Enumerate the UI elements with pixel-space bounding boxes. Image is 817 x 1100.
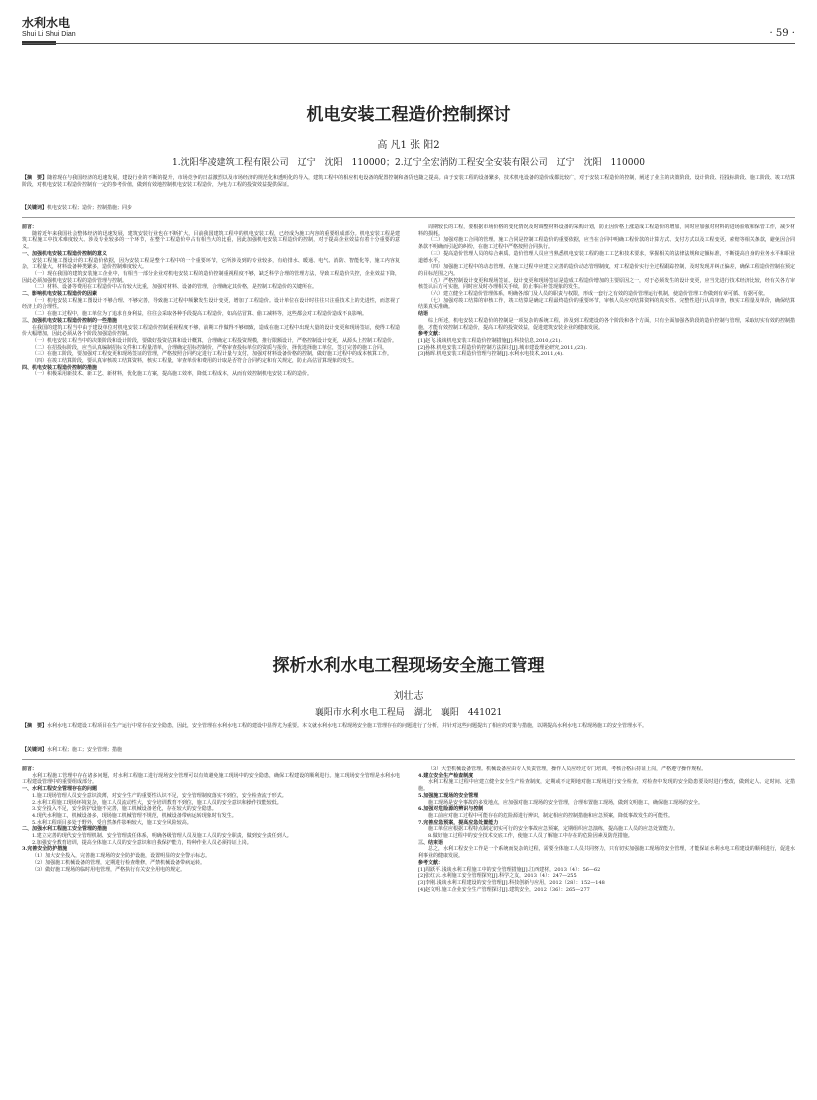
body-paragraph: 施工现场是安全事故的多发地点，应加强对施工现场的安全管理，合理布置施工现场，做到文明施工，确保施工现场的安全。	[428, 799, 704, 806]
section-heading: 7.完善应急预案，提高应急处置能力	[418, 819, 499, 826]
body-paragraph: 安装工程施工图设计的工程造价依据，因为安装工程是整个工程中的一个重要环节，它所涉及到的专业较多，有给排水、暖通、电气、消防、智能化等，施工内容复杂，工程量大，材料设备种类繁多，造价控制难度较大。	[22, 257, 400, 271]
section-heading: 结语	[418, 311, 429, 318]
article2-title: 探析水利水电工程现场安全施工管理	[272, 656, 545, 676]
section-heading: 四、机电安装工程造价控制的措施	[22, 364, 98, 371]
journal-name-pinyin: Shui Li Shui Dian	[22, 31, 76, 38]
section-heading: 3.完善安全防护措施	[22, 846, 68, 853]
article1-abstract	[22, 175, 795, 190]
section-heading: 三、加强机电安装工程造价控制的一些措施	[22, 317, 118, 324]
article1-left-column	[22, 224, 400, 644]
section-heading: 一、水利工程安全管理存在的问题	[22, 786, 98, 793]
page-number: · 59 ·	[769, 28, 795, 39]
body-paragraph: （二）材料、设备等费用在工程造价中占有较大比重，加强对材料、设备的管理，合理确定其价格，是控制工程造价的关键所在。	[32, 284, 318, 291]
reference-item: [2]孙林.机电安装工程造价的控制方法探讨[J].城市建设理论研究,2011,(23).	[418, 344, 587, 351]
body-paragraph: 8.做好施工过程中的安全技术交底工作，使施工人员了解施工中存在的危险因素及防范措施。	[428, 833, 633, 840]
article1-right-column	[418, 224, 795, 644]
section-heading: 二、加强水利工程施工安全管理的措施	[22, 826, 108, 833]
body-paragraph: （1）加大安全投入，完善施工现场的安全防护设施，设置明显的安全警示标志。	[32, 853, 211, 860]
body-paragraph: 随着近年来我国社会整体经济的迅速发展，建筑安装行业也在不断扩大，目前我国建筑工程中的机电安装工程，已经成为施工内容的重要组成部分。机电安装工程是建筑工程施工中技术难度较大、涉及专业较多的一个环节，在整个工程造价中占有相当大的比重，因此加强机电安装工程造价的控制，对于提高企业效益有着十分重要的意义。	[22, 230, 400, 251]
body-paragraph: 施工前应对施工过程中可能存在的危险源进行辨识，制定相应的控制措施和应急预案，降低事故发生的可能性。	[428, 812, 674, 819]
article1-abstract-divider	[22, 217, 795, 218]
section-heading: 参考文献：	[418, 331, 444, 338]
body-paragraph: 5.水利工程项目多处于野外，受自然条件影响较大，施工安全风险较高。	[32, 819, 192, 826]
article2-abstract-text: 水利水电工程建设工程项目在生产运行中常存在安全隐患，因此，安全管理在水利水电工程的建设中显得尤为重要。本文就水利水电工程现场安全施工管理存在的问题进行了分析，并针对这些问题提出了相应的对策与措施，以期提高水利水电工程现场施工的安全管理水平。	[47, 723, 648, 729]
body-paragraph: 1.施工现场管理人员安全意识淡薄，对安全生产的重要性认识不足，安全管理制度落实不到位，安全检查流于形式。	[32, 792, 287, 799]
article2-left-column	[22, 766, 400, 1086]
reference-item: [4]赵文明.施工企业安全生产管理探讨[J].建筑安全，2012（36）：265—277	[418, 886, 590, 893]
body-paragraph: （3）做好施工现场的临时用电管理，严格执行有关安全用电的规定。	[32, 866, 186, 873]
body-paragraph: （二）在施工过程中，施工单位为了追求自身利益，往往会采取各种手段提高工程造价，如高估冒算、偷工减料等，这些都会对工程造价造成不良影响。	[32, 311, 368, 318]
body-paragraph: （四）在竣工结算阶段，要认真审核竣工结算资料，核实工程量，审查单价和费用的计取是否符合合同约定和有关规定，防止高估冒算现象的发生。	[32, 358, 358, 365]
body-paragraph: （五）严格控制设计变更和现场签证。设计变更和现场签证是造成工程造价增加的主要原因之一，对于必须发生的设计变更，应当先进行技术经济比较，经有关各方审核签认后方可实施，同时应及时办理相关手续，防止事后补签现象的发生。	[418, 277, 795, 291]
section-heading: 5.加强施工现场的安全管理	[418, 792, 479, 799]
section-heading: 6.加强对危险源的辨识与控制	[418, 806, 484, 813]
body-paragraph: 水利工程施工过程中应建立健全安全生产检查制度，定期或不定期地对施工现场进行安全检查，对检查中发现的安全隐患要及时进行整改，做到定人、定时间、定措施。	[418, 779, 795, 793]
section-heading: 二、影响机电安装工程造价的因素	[22, 291, 98, 298]
body-paragraph: 在我国的建筑工程当中由于建设单位对机电安装工程造价控制重视程度不够，前期工作做得不够细致，造成在施工过程中出现大量的设计变更和现场签证，使得工程造价大幅增加，因此必须从各个阶段加强造价控制。	[22, 324, 400, 338]
body-paragraph: （3）大型机械设备管理。机械设备应由专人负责管理，操作人员应经过专门培训，考核合格后持证上岗，严格遵守操作规程。	[428, 766, 707, 772]
body-paragraph: （三）在施工阶段，要加强对工程变更和现场签证的管理，严格按照合同约定进行工程计量与支付，加强对材料设备价格的控制，做好施工过程中的成本核算工作。	[32, 351, 393, 358]
article1-abstract-text: 随着现在与我国经济的迅速发展，建设行业的不断的提升，市场竞争的日益激烈以及市场经济的规范化和透明化的导入，建筑工程中的相应机电设备的配置控制和备货也随之提高。由于安装工程的设备繁多，技术机电设备的造价成都比较广，对于安装工程造价的控制，阐述了业主的决策阶段、设计阶段、招投标阶段、施工阶段、竣工结算阶段，对机电安装工程造价控制有一定的参考价值，做到有效地控制机电安装工程造价，为电力工程的投资效益提供保证。	[22, 175, 795, 189]
reference-item: [2]张红云.水利施工安全管理探究[J].科学之友，2013（4）：247—255	[418, 873, 577, 880]
body-paragraph: 周期较长的工程，要根据市场价格的变化情况及时调整材料设备的采购计划，防止因价格上涨造成工程造价的增加，同时应加强对材料的进场验收和保管工作，减少材料的损耗。	[418, 224, 795, 237]
body-paragraph: 总之，水利工程安全工作是一个系统而复杂的过程，需要全体施工人员共同努力，只有切实加强施工现场的安全管理，才能保证水利水电工程建设的顺利进行，促进水利事业的健康发展。	[418, 846, 795, 860]
article1-authors: 高 凡1 张 阳2	[377, 140, 440, 151]
article2-abstract	[22, 723, 795, 730]
body-paragraph: 施工单位应根据工程特点制定切实可行的安全事故应急预案，定期组织应急演练，提高施工人员的应急处置能力。	[428, 826, 679, 833]
body-paragraph: （二）加强对施工合同的管理。施工合同是控制工程造价的重要依据，应当在合同中明确工程价款的计算方式、支付方式以及工程变更、索赔等相关条款，避免因合同条款不明确而引起的纠纷，在施工过程中严格按照合同执行。	[418, 237, 795, 251]
body-paragraph: （七）加强对竣工结算的审核工作，竣工结算是确定工程最终造价的重要环节，审核人员应对结算资料的真实性、完整性进行认真审查，核实工程量及单价，确保结算结果真实准确。	[418, 297, 795, 311]
article2-affiliation: 襄阳市水利水电工程局 湖北 襄阳 441021	[314, 708, 503, 718]
article2-authors: 刘壮志	[393, 691, 424, 702]
body-paragraph: （一）机电安装工程施工图设计不够合理、不够完善，导致施工过程中频繁发生设计变更，增加了工程造价。设计单位在设计时往往只注重技术上的先进性，而忽视了经济上的合理性。	[22, 297, 400, 311]
body-paragraph: 综上所述，机电安装工程造价的控制是一项复杂的系统工程，涉及到工程建设的各个阶段和各个方面，只有全面加强各阶段的造价控制与管理，采取切实有效的控制措施，才能有效控制工程造价，提高工程的投资效益，促进建筑安装企业的健康发展。	[418, 317, 795, 331]
body-paragraph: （二）在招投标阶段，应当认真编制招标文件和工程量清单，合理确定招标控制价，严格审查投标单位的资质与报价，择优选择施工单位，签订完善的施工合同。	[32, 344, 388, 351]
body-paragraph: 2.加强安全教育培训，提高全体施工人员的安全意识和自我保护能力，特种作业人员必须持证上岗。	[32, 839, 252, 846]
article1-title: 机电安装工程造价控制探讨	[306, 105, 511, 125]
body-paragraph: （2）加强施工机械设备的管理，定期进行检查维修，严禁机械设备带病运转。	[32, 859, 206, 866]
body-paragraph: （一）现在我国的建筑安装施工企业中，有相当一部分企业对机电安装工程的造价控制重视程度不够，缺乏科学合理的管理方法，导致工程造价失控，企业效益下降，因此必须加强机电安装工程的造价管理与控制。	[22, 270, 400, 284]
article1-abstract-label: 【摘 要】	[22, 175, 48, 181]
article1-affiliation: 1.沈阳华凌建筑工程有限公司 辽宁 沈阳 110000；2.辽宁全宏消防工程安全安装有限公司 辽宁 沈阳 110000	[172, 158, 645, 168]
body-paragraph: 2.水利工程施工现场环境复杂，施工人员流动性大，安全培训教育不到位，施工人员的安全意识和操作技能较低。	[32, 799, 282, 806]
reference-item: [3]李刚.浅谈水利工程建设的安全管理[J].科技创新与应用，2012（28）：152—148	[418, 879, 605, 886]
article1-keywords-label: 【关键词】	[22, 205, 48, 211]
body-paragraph: （一）积极采用新技术、新工艺、新材料，优化施工方案，提高施工效率，降低工程成本，从而有效控制机电安装工程的造价。	[32, 371, 313, 378]
section-heading: 4.建立安全生产检查制度	[418, 772, 474, 779]
article2-keywords-text: 水利工程；施工；安全管理；措施	[47, 747, 123, 753]
journal-name: 水利水电	[22, 16, 71, 30]
section-heading: 三、结束语	[418, 839, 444, 846]
section-heading: 参考文献：	[418, 859, 444, 866]
section-heading: 前言：	[22, 224, 38, 230]
section-heading: 前言：	[22, 766, 38, 772]
reference-item: [3]杨晖.机电安装工程造价管理与控制[J].水利水电技术,2011,(4).	[418, 351, 564, 358]
reference-item: [1]周跃平.浅谈水利工程施工中的安全管理措施[J].江西建材，2013（4）：56—62	[418, 866, 601, 873]
article2-abstract-divider	[22, 759, 795, 760]
body-paragraph: 水利工程施工管理中存在诸多问题，对水利工程施工进行现场安全管理可以有效避免施工现场中的安全隐患，确保工程建设的顺利进行。施工现场安全管理是水利水电工程建设管理中的重要组成部分。	[22, 772, 400, 786]
body-paragraph: （三）提高造价管理人员的综合素质。造价管理人员应当熟悉机电安装工程的施工工艺和技术要求，掌握相关的法律法规和定额标准，不断提高自身的业务水平和职业道德水平。	[418, 250, 795, 264]
article2-right-column	[418, 766, 795, 1086]
body-paragraph: （一）机电安装工程当中的决策阶段和设计阶段，要做好投资估算和设计概算，合理确定工程投资规模，推行限额设计，严格控制设计变更，从源头上控制工程造价。	[32, 337, 398, 344]
body-paragraph: 3.安全投入不足，安全防护设施不完善，施工机械设备老化，存在较大的安全隐患。	[32, 806, 217, 813]
article2-abstract-label: 【摘 要】	[22, 723, 48, 729]
body-paragraph: （六）建立健全工程造价管理体系，明确各部门及人员的职责与权限，形成一套行之有效的造价管理运行机制，使造价管理工作做到有章可循、有据可依。	[428, 291, 769, 298]
article2-keywords	[22, 747, 795, 754]
body-paragraph: 4.现代水利施工，机械设备多，现场施工机械管理不规范，机械设备带病运转现象时有发生。	[32, 812, 237, 819]
body-paragraph: （四）加强施工过程中的动态管理。在施工过程中应建立完善的造价动态管理制度，对工程造价实行全过程跟踪控制，及时发现并纠正偏差，确保工程造价控制在预定的目标范围之内。	[418, 264, 795, 277]
section-heading: 一、加强机电安装工程造价控制的意义	[22, 250, 108, 257]
reference-item: [1]赵飞.浅谈机电安装工程造价控制措施[J].科技信息,2010,(21).	[418, 337, 562, 344]
article1-keywords	[22, 205, 795, 212]
article1-keywords-text: 机电安装工程；造价；控制措施；同步	[47, 205, 133, 211]
masthead-rule	[22, 43, 795, 44]
article2-keywords-label: 【关键词】	[22, 747, 48, 753]
body-paragraph: 1.建立完善的现代安全管理机制、安全管理责任体系，明确各级管理人员及施工人员的安全职责，做到安全责任到人。	[32, 833, 292, 840]
